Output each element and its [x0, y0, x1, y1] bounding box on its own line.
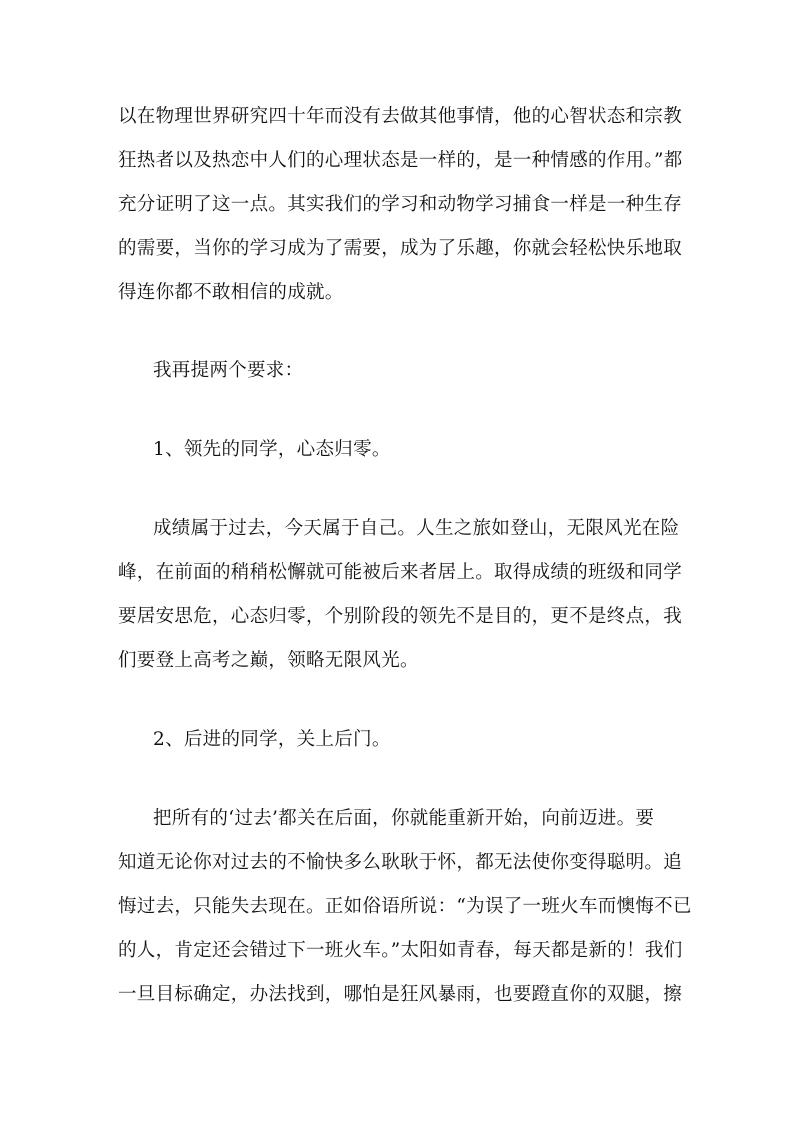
- requirement-2-heading: 2、后进的同学，关上后门。: [153, 729, 391, 750]
- paragraph-4-line-1: 成绩属于过去，今天属于自己。人生之旅如登山，无限风光在险: [153, 518, 680, 539]
- paragraph-4-line-3: 要居安思危，心态归零，个别阶段的领先不是目的，更不是终点，我: [118, 606, 683, 627]
- paragraph-6-line-5: 一旦目标确定，办法找到，哪怕是狂风暴雨，也要蹬直你的双腿，擦: [118, 984, 683, 1005]
- paragraph-1-line-5: 得连你都不敢相信的成就。: [118, 282, 344, 303]
- paragraph-6-line-4: 的人，肯定还会错过下一班火车。”太阳如青春，每天都是新的！我们: [118, 940, 683, 961]
- paragraph-1-line-2: 狂热者以及热恋中人们的心理状态是一样的，是一种情感的作用。”都: [118, 150, 683, 171]
- paragraph-1-line-3: 充分证明了这一点。其实我们的学习和动物学习捕食一样是一种生存: [118, 194, 683, 215]
- paragraph-4-line-4: 们要登上高考之巅，领略无限风光。: [118, 650, 419, 671]
- paragraph-2-line-1: 我再提两个要求：: [153, 360, 304, 381]
- requirement-1-heading: 1、领先的同学，心态归零。: [153, 439, 391, 460]
- paragraph-6-line-1: 把所有的‘过去’都关在后面，你就能重新开始，向前迈进。要: [153, 808, 655, 829]
- paragraph-6-line-2: 知道无论你对过去的不愉快多么耿耿于怀，都无法使你变得聪明。追: [118, 852, 683, 873]
- paragraph-1-line-4: 的需要，当你的学习成为了需要，成为了乐趣，你就会轻松快乐地取: [118, 238, 683, 259]
- paragraph-6-line-3: 悔过去，只能失去现在。正如俗语所说：“为误了一班火车而懊悔不已: [118, 896, 692, 917]
- paragraph-4-line-2: 峰，在前面的稍稍松懈就可能被后来者居上。取得成绩的班级和同学: [118, 562, 683, 583]
- paragraph-1-line-1: 以在物理世界研究四十年而没有去做其他事情，他的心智状态和宗教: [118, 106, 683, 127]
